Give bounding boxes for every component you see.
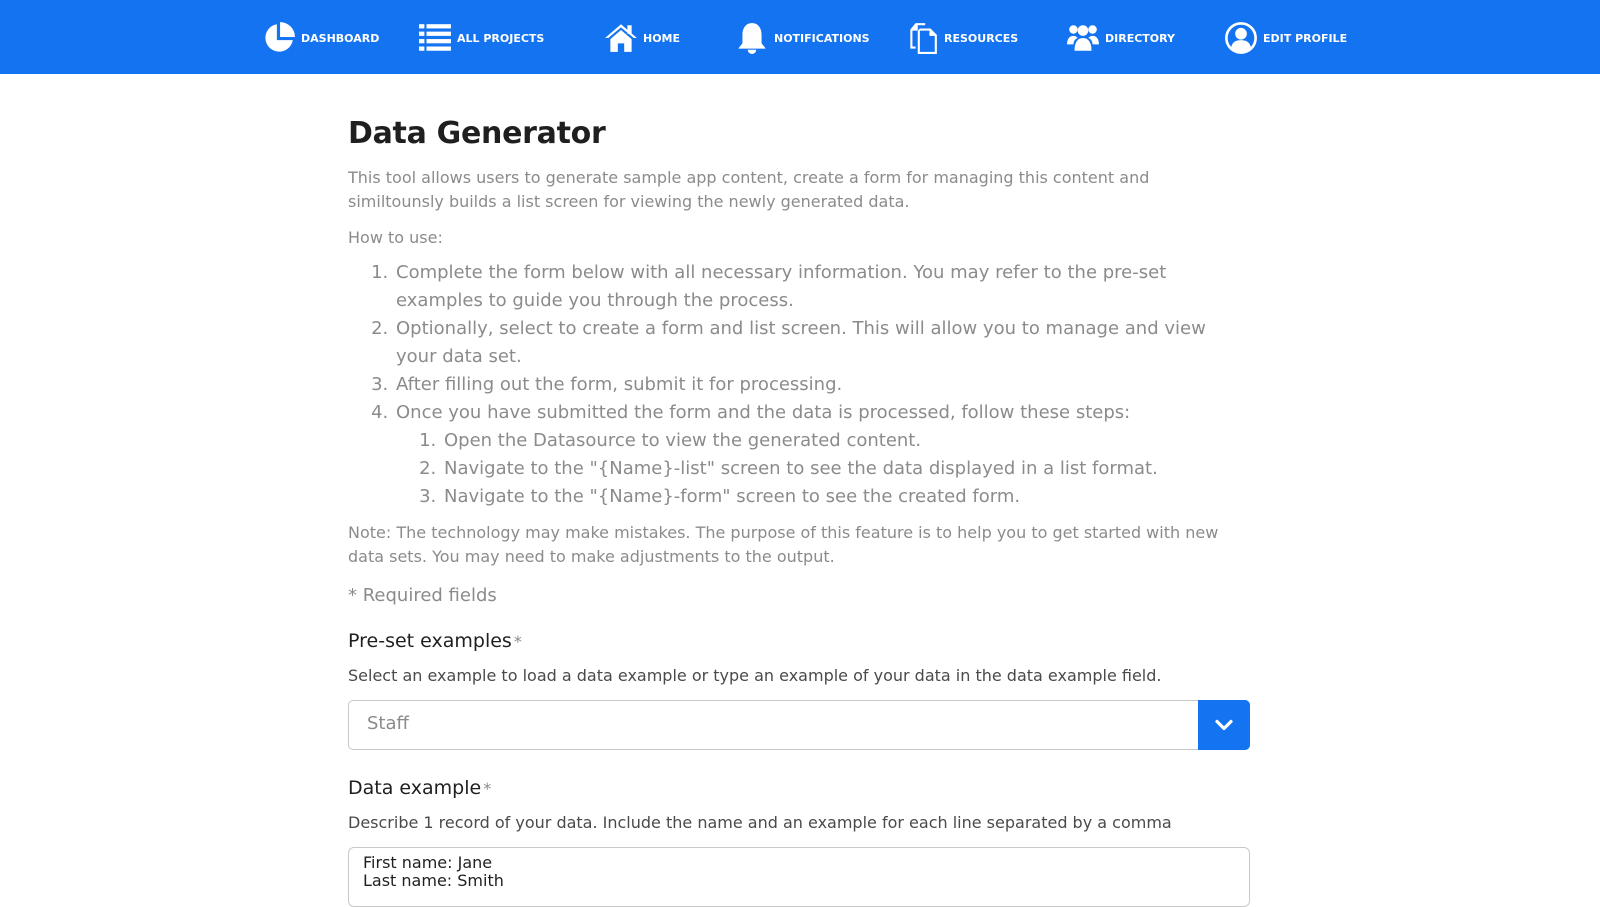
required-asterisk: *: [513, 632, 522, 651]
nav-label: DIRECTORY: [1105, 31, 1175, 45]
list-icon: [418, 21, 452, 55]
nav-label: HOME: [643, 31, 681, 45]
data-example-help: Describe 1 record of your data. Include the name and an example for each line separated by a comma: [348, 813, 1172, 832]
bell-icon: [735, 21, 769, 55]
required-asterisk: *: [483, 779, 492, 798]
nav-item-home[interactable]: [604, 18, 680, 58]
data-example-field: [348, 773, 1250, 907]
top-navigation-bar: [0, 0, 1600, 74]
pie-chart-icon: [262, 21, 296, 55]
nav-item-directory[interactable]: [1066, 18, 1175, 58]
page-title: Data Generator: [348, 116, 606, 151]
substeps-list: [396, 427, 1250, 511]
preset-examples-help: Select an example to load a data example or type an example of your data in the data example field.: [348, 666, 1162, 685]
nav-label: DASHBOARD: [301, 31, 380, 45]
preset-examples-field: [348, 626, 1250, 750]
nav-item-edit-profile[interactable]: [1224, 18, 1347, 58]
user-circle-icon: [1224, 21, 1258, 55]
disclaimer-note: Note: The technology may make mistakes. The purpose of this feature is to help you to get started with new data sets. You may need to make adjustments to the output.: [348, 523, 1219, 566]
nav-label: RESOURCES: [944, 31, 1019, 45]
nav-label: EDIT PROFILE: [1263, 31, 1348, 45]
users-icon: [1066, 21, 1100, 55]
dropdown-toggle-button[interactable]: [1198, 700, 1250, 750]
required-fields-note: * Required fields: [348, 585, 497, 606]
home-icon: [604, 21, 638, 55]
substep-item: 2. Navigate to the "{Name}-list" screen to see the data displayed in a list format.: [442, 455, 1250, 483]
nav-label: ALL PROJECTS: [457, 31, 545, 45]
select-value: Staff: [367, 713, 409, 734]
chevron-down-icon: [1214, 715, 1234, 735]
nav-item-notifications[interactable]: [735, 18, 870, 58]
nav-item-resources[interactable]: [905, 18, 1018, 58]
step-item: 3. After filling out the form, submit it for processing.: [394, 371, 1250, 399]
step-item: 4. Once you have submitted the form and the data is processed, follow these steps: 1. Open the Datasource to view the generated content. 2. Navigate to the "{Name}-list" screen to see the data displayed in a list format. 3. Navigate to the "{Name}-form" screen to see the created form.: [394, 399, 1250, 511]
how-to-label: How to use:: [348, 228, 443, 247]
nav-item-dashboard[interactable]: [262, 18, 379, 58]
step-item: 2. Optionally, select to create a form and list screen. This will allow you to manage and view your data set.: [394, 315, 1250, 371]
preset-examples-select[interactable]: [348, 700, 1250, 750]
data-example-label: Data example *: [348, 777, 492, 799]
preset-examples-label: Pre-set examples *: [348, 630, 522, 652]
nav-label: NOTIFICATIONS: [774, 31, 870, 45]
intro-text: This tool allows users to generate sample app content, create a form for managing this content and similtounsly builds a list screen for viewing the newly generated data.: [348, 168, 1150, 211]
substep-item: 3. Navigate to the "{Name}-form" screen to see the created form.: [442, 483, 1250, 511]
main-content: [348, 112, 1250, 907]
documents-icon: [905, 21, 939, 55]
steps-list: [348, 259, 1250, 511]
nav-item-all-projects[interactable]: [418, 18, 544, 58]
data-example-textarea[interactable]: First name: Jane Last name: Smith: [348, 847, 1250, 907]
substep-item: 1. Open the Datasource to view the generated content.: [442, 427, 1250, 455]
step-item: 1. Complete the form below with all necessary information. You may refer to the pre-set examples to guide you through the process.: [394, 259, 1250, 315]
